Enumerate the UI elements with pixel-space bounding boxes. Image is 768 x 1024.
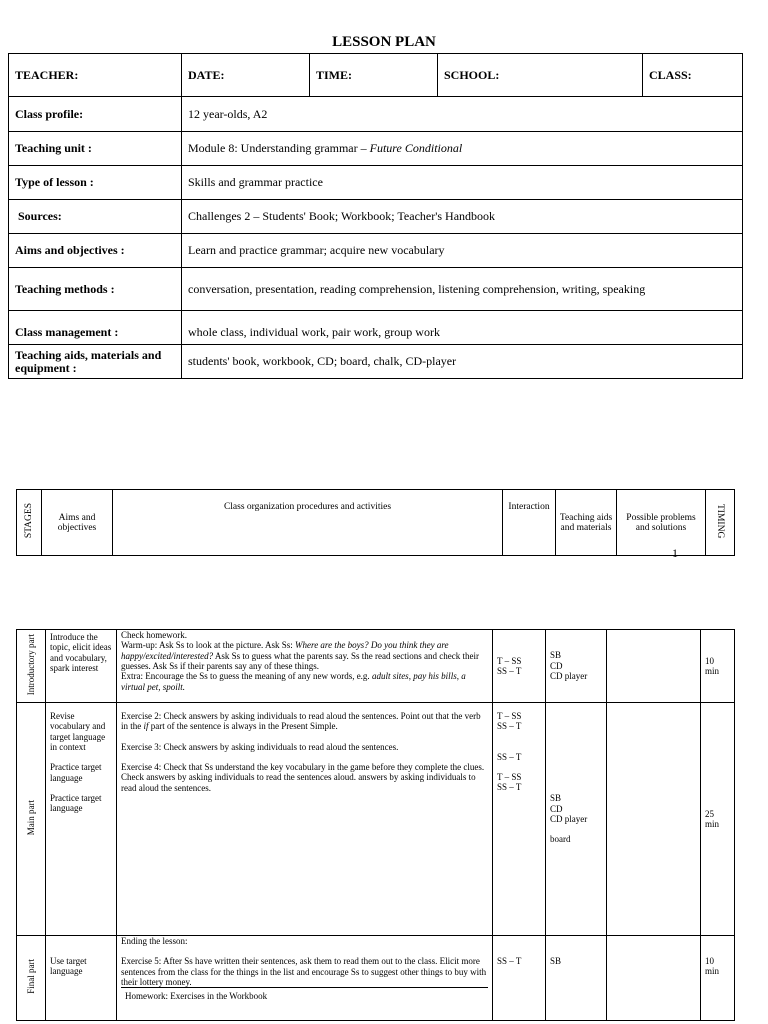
profile-value: whole class, individual work, pair work, group work: [182, 311, 743, 345]
profile-row: [9, 166, 743, 200]
timing-cell: [701, 703, 735, 936]
date-field: DATE:: [182, 54, 310, 97]
profile-row: [9, 311, 743, 345]
aims-cell: Use target language: [46, 936, 117, 1021]
interaction-item: SS – T: [497, 721, 522, 732]
header-row: [9, 54, 743, 97]
page-number: 1: [672, 546, 678, 560]
stages-label: STAGES: [24, 503, 34, 539]
profile-label: Class management :: [9, 311, 182, 345]
stages-header-row: [17, 490, 735, 556]
stage-row-final: [17, 936, 735, 1021]
timing-unit: min: [705, 966, 720, 977]
profile-label: Aims and objectives :: [9, 234, 182, 268]
problems-column-header: Possible problems and solutions: [617, 490, 706, 556]
profile-value: 12 year-olds, A2: [182, 97, 743, 132]
warmup-text-end: Ask Ss to guess what the parents say. Ss the read sections and check their guesses. Ask Ss if their parents say any of these things.: [121, 650, 480, 672]
interaction-cell: [493, 630, 546, 703]
timing-cell: [701, 630, 735, 703]
stage-label: Introductory part: [25, 634, 36, 696]
interaction-cell: SS – T: [493, 936, 546, 1021]
profile-label: Teaching methods :: [9, 268, 182, 311]
warmup-questions: Where are the boys? Do you think they are happy/excited/interested?: [121, 640, 449, 661]
profile-value: [182, 132, 743, 166]
profile-label: Teaching unit :: [9, 132, 182, 166]
aid-item: SB: [550, 650, 562, 661]
homework-text: Homework: Exercises in the Workbook: [121, 987, 488, 1001]
check-homework-text: Check homework.: [121, 630, 187, 640]
profile-value: Learn and practice grammar; acquire new vocabulary: [182, 234, 743, 268]
aid-item: CD: [550, 660, 563, 671]
aim-item: Revise vocabulary and target language in context: [50, 711, 106, 753]
interaction-item: T – SS: [497, 655, 522, 666]
interaction-item: T – SS: [497, 772, 522, 783]
procedures-cell: [117, 703, 493, 936]
exercise-2-text-end: part of the sentence is always in the Present Simple.: [148, 721, 338, 732]
problems-cell: [607, 703, 701, 936]
extra-text: Extra: Encourage the Ss to guess the meaning of any new words, e.g.: [121, 671, 372, 682]
aim-item: Practice target language: [50, 793, 102, 814]
teaching-unit-italic: Future Conditional: [369, 141, 463, 155]
procedures-cell: [117, 630, 493, 703]
aid-item: CD player: [550, 814, 588, 824]
stages-column-header: [17, 490, 42, 556]
aims-column-header: Aims and objectives: [42, 490, 113, 556]
time-field: TIME:: [310, 54, 438, 97]
timing-value: 25: [705, 808, 714, 819]
ending-text: Ending the lesson:: [121, 936, 188, 946]
interaction-item: SS – T: [497, 666, 522, 676]
timing-column-header: [706, 490, 735, 556]
aids-cell: [546, 703, 607, 936]
stage-cell: [17, 630, 46, 703]
document-title: LESSON PLAN: [332, 34, 436, 50]
profile-label: Class profile:: [9, 97, 182, 132]
timing-value: 10: [705, 655, 714, 666]
profile-row: [9, 132, 743, 166]
if-word: if: [143, 721, 149, 732]
stage-row-main: [17, 703, 735, 936]
timing-unit: min: [705, 666, 720, 676]
profile-row: [9, 200, 743, 234]
aid-item: CD: [550, 803, 563, 814]
interaction-column-header: Interaction: [503, 490, 556, 556]
profile-value: conversation, presentation, reading comprehension, listening comprehension, writing, speaking: [182, 268, 743, 311]
stage-cell: [17, 703, 46, 936]
interaction-cell: [493, 703, 546, 936]
school-field: SCHOOL:: [438, 54, 643, 97]
procedures-column-header: Class organization procedures and activities: [113, 490, 503, 556]
lesson-plan-table: [16, 629, 735, 1021]
stage-label: Main part: [25, 800, 36, 836]
teaching-unit-text: Module 8: Understanding grammar –: [188, 141, 370, 155]
profile-label: Sources:: [9, 200, 182, 234]
exercise-3-text: Exercise 3: Check answers by asking individuals to read aloud the sentences.: [121, 741, 399, 752]
procedures-cell: [117, 936, 493, 1021]
aims-cell: [46, 703, 117, 936]
profile-label: Teaching aids, materials and equipment :: [9, 345, 182, 379]
aid-item: SB: [550, 793, 562, 804]
stages-header-table: [16, 489, 735, 556]
problems-cell: [607, 936, 701, 1021]
timing-unit: min: [705, 819, 720, 829]
timing-label: TIMING: [715, 503, 725, 539]
class-field: CLASS:: [643, 54, 743, 97]
interaction-item: SS – T: [497, 751, 522, 762]
aids-column-header: Teaching aids and materials: [556, 490, 617, 556]
interaction-item: T – SS: [497, 711, 522, 721]
profile-row: [9, 97, 743, 132]
aid-item: CD player: [550, 671, 588, 682]
lesson-header-table: [8, 53, 743, 379]
teacher-field: TEACHER:: [9, 54, 182, 97]
exercise-5-text: Exercise 5: After Ss have written their sentences, ask them to read them out to the class. Elicit more sentences from the class for the things in the list and encourage Ss to suggest other things to buy with their lottery money.: [121, 956, 487, 988]
timing-value: 10: [705, 956, 714, 966]
profile-row: [9, 268, 743, 311]
stage-label: Final part: [25, 959, 36, 995]
profile-row: [9, 234, 743, 268]
stage-row-introductory: [17, 630, 735, 703]
stage-cell: [17, 936, 46, 1021]
exercise-4-text: Exercise 4: Check that Ss understand the key vocabulary in the game before they complete the clues. Check answers by asking individuals to read the sentences aloud. answers by asking individuals to read aloud the sentences.: [121, 762, 485, 793]
profile-value: students' book, workbook, CD; board, chalk, CD-player: [182, 345, 743, 379]
exercise-2-text: Exercise 2: Check answers by asking individuals to read aloud the sentences. Point out that the verb in the: [121, 711, 481, 732]
warmup-text: Warm-up: Ask Ss to look at the picture. Ask Ss:: [121, 640, 296, 651]
aims-cell: Introduce the topic, elicit ideas and vocabulary, spark interest: [46, 630, 117, 703]
timing-cell: [701, 936, 735, 1021]
profile-value: Skills and grammar practice: [182, 166, 743, 200]
profile-value: Challenges 2 – Students' Book; Workbook; Teacher's Handbook: [182, 200, 743, 234]
profile-label: Type of lesson :: [9, 166, 182, 200]
problems-cell: [607, 630, 701, 703]
extra-examples: adult sites, pay his bills, a virtual pet, spoilt.: [121, 671, 466, 692]
interaction-item: SS – T: [497, 782, 522, 793]
aim-item: Practice target language: [50, 762, 102, 783]
aids-cell: SB: [546, 936, 607, 1021]
profile-row: [9, 345, 743, 379]
aid-item: board: [550, 834, 571, 845]
aids-cell: [546, 630, 607, 703]
